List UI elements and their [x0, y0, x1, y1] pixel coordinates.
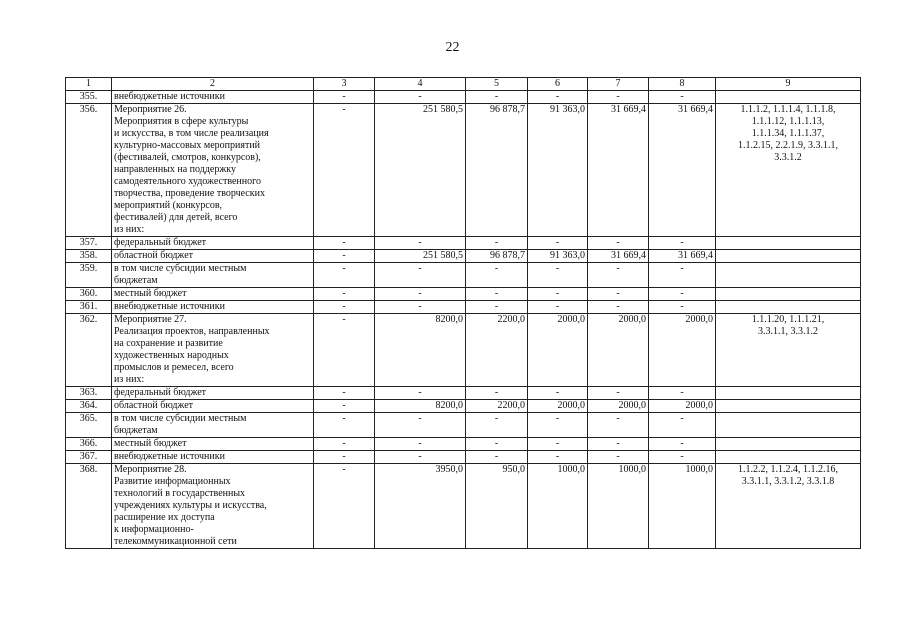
col7-value: - [588, 301, 649, 314]
col6-value: - [528, 301, 588, 314]
col6-value: - [528, 288, 588, 301]
row-name: внебюджетные источники [112, 91, 314, 104]
row-name: областной бюджет [112, 400, 314, 413]
col5-value: - [466, 301, 528, 314]
col7-value: 2000,0 [588, 400, 649, 413]
col4-value: 251 580,5 [375, 250, 466, 263]
row-number: 363. [66, 387, 112, 400]
col5-value: - [466, 263, 528, 288]
col6-value: 2000,0 [528, 314, 588, 387]
col8-value: 2000,0 [649, 314, 716, 387]
col6-value: 1000,0 [528, 464, 588, 549]
row-name: Мероприятие 28. Развитие информационных технологий в государственных учреждениях культуры и искусства, расширение их доступа к информационно- телекоммуникационной сети [112, 464, 314, 549]
row-number: 358. [66, 250, 112, 263]
table-row [66, 288, 861, 301]
row-name: областной бюджет [112, 250, 314, 263]
col7-value: - [588, 413, 649, 438]
col5-value: 2200,0 [466, 400, 528, 413]
col8-value: 2000,0 [649, 400, 716, 413]
col8-value: - [649, 237, 716, 250]
row-references: 1.1.2.2, 1.1.2.4, 1.1.2.16, 3.3.1.1, 3.3.1.2, 3.3.1.8 [716, 464, 861, 549]
column-header: 8 [649, 78, 716, 91]
row-references: 1.1.1.2, 1.1.1.4, 1.1.1.8, 1.1.1.12, 1.1.1.13, 1.1.1.34, 1.1.1.37, 1.1.2.15, 2.2.1.9, 3.3.1.1, 3.3.1.2 [716, 104, 861, 237]
col3-value: - [314, 91, 375, 104]
col3-value: - [314, 438, 375, 451]
page-number: 22 [445, 40, 460, 55]
col6-value: - [528, 91, 588, 104]
col8-value: - [649, 301, 716, 314]
col5-value: - [466, 413, 528, 438]
col4-value: - [375, 237, 466, 250]
col3-value: - [314, 301, 375, 314]
col7-value: 31 669,4 [588, 104, 649, 237]
column-header: 2 [112, 78, 314, 91]
row-number: 356. [66, 104, 112, 237]
col6-value: 2000,0 [528, 400, 588, 413]
col7-value: - [588, 387, 649, 400]
col3-value: - [314, 104, 375, 237]
program-activities-table [65, 77, 861, 549]
col5-value: 96 878,7 [466, 104, 528, 237]
row-name: внебюджетные источники [112, 451, 314, 464]
table-row [66, 413, 861, 438]
row-name: Мероприятие 26. Мероприятия в сфере культуры и искусства, в том числе реализация культурно-массовых мероприятий (фестивалей, смотров, конкурсов), направленных на поддержку самодеятельного художественного творчества, проведение творческих мероприятий (конкурсов, фестивалей) для детей, всего из них: [112, 104, 314, 237]
column-header: 5 [466, 78, 528, 91]
col4-value: 3950,0 [375, 464, 466, 549]
row-name: местный бюджет [112, 438, 314, 451]
column-header: 4 [375, 78, 466, 91]
col8-value: - [649, 263, 716, 288]
col7-value: - [588, 263, 649, 288]
col8-value: - [649, 91, 716, 104]
col7-value: 31 669,4 [588, 250, 649, 263]
col8-value: - [649, 451, 716, 464]
col5-value: - [466, 451, 528, 464]
row-name: федеральный бюджет [112, 387, 314, 400]
col7-value: 1000,0 [588, 464, 649, 549]
col4-value: - [375, 301, 466, 314]
row-name: в том числе субсидии местным бюджетам [112, 413, 314, 438]
row-number: 367. [66, 451, 112, 464]
table-row [66, 301, 861, 314]
col8-value: 1000,0 [649, 464, 716, 549]
col4-value: - [375, 91, 466, 104]
table-row [66, 387, 861, 400]
col4-value: - [375, 413, 466, 438]
col7-value: - [588, 91, 649, 104]
row-references [716, 301, 861, 314]
row-name: Мероприятие 27. Реализация проектов, направленных на сохранение и развитие художественных народных промыслов и ремесел, всего из них: [112, 314, 314, 387]
row-references [716, 250, 861, 263]
col5-value: 950,0 [466, 464, 528, 549]
col4-value: - [375, 451, 466, 464]
column-header: 6 [528, 78, 588, 91]
row-number: 362. [66, 314, 112, 387]
col4-value: - [375, 263, 466, 288]
row-references [716, 263, 861, 288]
col5-value: 96 878,7 [466, 250, 528, 263]
table-row [66, 400, 861, 413]
row-number: 360. [66, 288, 112, 301]
col6-value: - [528, 237, 588, 250]
col7-value: 2000,0 [588, 314, 649, 387]
table-row [66, 464, 861, 549]
col8-value: - [649, 387, 716, 400]
row-references [716, 438, 861, 451]
col3-value: - [314, 263, 375, 288]
row-number: 368. [66, 464, 112, 549]
col3-value: - [314, 237, 375, 250]
row-number: 359. [66, 263, 112, 288]
table-row [66, 314, 861, 387]
table-row [66, 91, 861, 104]
row-references [716, 387, 861, 400]
col3-value: - [314, 451, 375, 464]
col6-value: 91 363,0 [528, 250, 588, 263]
col6-value: - [528, 263, 588, 288]
row-references [716, 451, 861, 464]
col8-value: - [649, 413, 716, 438]
column-header: 7 [588, 78, 649, 91]
col8-value: 31 669,4 [649, 104, 716, 237]
row-references [716, 400, 861, 413]
col6-value: - [528, 451, 588, 464]
row-number: 357. [66, 237, 112, 250]
col6-value: - [528, 387, 588, 400]
col5-value: - [466, 237, 528, 250]
table-row [66, 438, 861, 451]
col3-value: - [314, 464, 375, 549]
col6-value: - [528, 413, 588, 438]
col3-value: - [314, 387, 375, 400]
row-references [716, 288, 861, 301]
col5-value: - [466, 438, 528, 451]
col7-value: - [588, 451, 649, 464]
row-name: федеральный бюджет [112, 237, 314, 250]
table-row [66, 237, 861, 250]
row-name: местный бюджет [112, 288, 314, 301]
col7-value: - [588, 237, 649, 250]
table-row [66, 104, 861, 237]
row-name: в том числе субсидии местным бюджетам [112, 263, 314, 288]
row-number: 364. [66, 400, 112, 413]
header-row [66, 78, 861, 91]
col4-value: 8200,0 [375, 400, 466, 413]
col3-value: - [314, 400, 375, 413]
col7-value: - [588, 288, 649, 301]
col8-value: - [649, 438, 716, 451]
table-row [66, 263, 861, 288]
col4-value: 8200,0 [375, 314, 466, 387]
table-row [66, 451, 861, 464]
col3-value: - [314, 288, 375, 301]
table-row [66, 250, 861, 263]
col6-value: 91 363,0 [528, 104, 588, 237]
col4-value: - [375, 438, 466, 451]
col8-value: - [649, 288, 716, 301]
row-references [716, 91, 861, 104]
col4-value: - [375, 387, 466, 400]
col5-value: - [466, 91, 528, 104]
col5-value: - [466, 387, 528, 400]
row-references: 1.1.1.20, 1.1.1.21, 3.3.1.1, 3.3.1.2 [716, 314, 861, 387]
col4-value: - [375, 288, 466, 301]
col3-value: - [314, 314, 375, 387]
col4-value: 251 580,5 [375, 104, 466, 237]
row-number: 361. [66, 301, 112, 314]
column-header: 9 [716, 78, 861, 91]
row-number: 365. [66, 413, 112, 438]
col6-value: - [528, 438, 588, 451]
row-name: внебюджетные источники [112, 301, 314, 314]
col5-value: 2200,0 [466, 314, 528, 387]
column-header: 1 [66, 78, 112, 91]
row-references [716, 237, 861, 250]
row-number: 355. [66, 91, 112, 104]
column-header: 3 [314, 78, 375, 91]
col5-value: - [466, 288, 528, 301]
col3-value: - [314, 413, 375, 438]
col8-value: 31 669,4 [649, 250, 716, 263]
col7-value: - [588, 438, 649, 451]
col3-value: - [314, 250, 375, 263]
row-number: 366. [66, 438, 112, 451]
row-references [716, 413, 861, 438]
